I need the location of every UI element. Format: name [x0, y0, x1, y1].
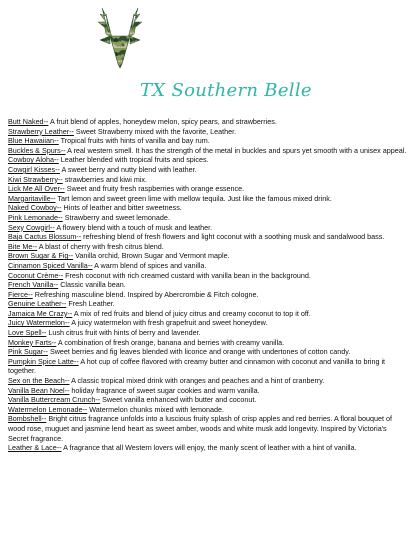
fragrance-description: A blast of cherry with fresh citrus blend.	[37, 241, 164, 251]
fragrance-name: Pink Lemonade--	[8, 212, 63, 222]
fragrance-description: Sweet Strawberry mixed with the favorite, Leather.	[73, 126, 237, 136]
list-item	[8, 290, 408, 300]
fragrance-description: A juicy watermelon with fresh grapefruit and sweet honeydew.	[69, 318, 268, 328]
page-title: TX Southern Belle	[140, 80, 312, 101]
fragrance-name: Coconut Crème--	[8, 270, 64, 280]
list-item	[8, 184, 408, 194]
fragrance-name: Love Spell--	[8, 328, 47, 338]
fragrance-description: A mix of red fruits and blend of juicy citrus and creamy coconut to top it off.	[72, 308, 311, 318]
fragrance-description: Sweet and fruity fresh raspberries with orange essence.	[64, 184, 245, 194]
list-item	[8, 376, 408, 386]
fragrance-description: Refreshing masculine blend. Inspired by Abercrombie & Fitch cologne.	[32, 289, 259, 299]
fragrance-description: holiday fragrance of sweet sugar cookies and warm vanilla.	[69, 385, 260, 395]
list-item	[8, 309, 408, 319]
fragrance-name: Leather & Lace--	[8, 443, 62, 453]
fragrance-name: Fierce--	[8, 289, 33, 299]
list-item	[8, 271, 408, 281]
fragrance-description: Hints of leather and bitter sweetness.	[61, 203, 182, 213]
fragrance-description: Watermelon chunks mixed with lemonade.	[87, 404, 224, 414]
fragrance-description: Leather blended with tropical fruits and spices.	[58, 155, 209, 165]
fragrance-description: A hot cup of coffee flavored with creamy butter and cinnamon with coconut and vanilla to bring it together.	[8, 356, 386, 376]
fragrance-name: Sexy Cowgirl--	[8, 222, 55, 232]
list-item	[8, 251, 408, 261]
fragrance-description: A fragrance that all Western lovers will enjoy, the manly scent of leather with a hint of vanilla.	[61, 443, 357, 453]
list-item	[8, 232, 408, 242]
fragrance-name: Cinnamon Spiced Vanilla--	[8, 260, 93, 270]
fragrance-name: Vanilla Buttercream Crunch--	[8, 395, 101, 405]
fragrance-name: Sex on the Beach--	[8, 376, 70, 386]
fragrance-name: Juicy Watermelon--	[8, 318, 70, 328]
list-item	[8, 386, 408, 396]
fragrance-name: Cowgirl Kisses--	[8, 164, 60, 174]
fragrance-name: Butt Naked--	[8, 117, 49, 126]
list-item	[8, 223, 408, 233]
fragrance-name: Kiwi Strawberry--	[8, 174, 63, 184]
fragrance-name: Bite Me--	[8, 241, 38, 251]
fragrance-list	[8, 117, 408, 453]
fragrance-name: Watermelon Lemonade--	[8, 404, 88, 414]
fragrance-name: Pumpkin Spice Latte--	[8, 356, 79, 366]
list-item	[8, 194, 408, 204]
fragrance-name: Strawberry Leather--	[8, 126, 74, 136]
list-item	[8, 242, 408, 252]
list-item	[8, 347, 408, 357]
fragrance-description: Sweet vanilla enhanced with butter and coconut.	[100, 395, 257, 405]
list-item	[8, 213, 408, 223]
fragrance-name: Margaritaville--	[8, 193, 56, 203]
fragrance-description: A combination of fresh orange, banana and berries with creamy vanilla.	[56, 337, 285, 347]
list-item	[8, 443, 408, 453]
list-item	[8, 127, 408, 137]
list-item	[8, 203, 408, 213]
list-item	[8, 405, 408, 415]
fragrance-description: Bright citrus fragrance unfolds into a luscious fruity splash of crisp apples and red berries. A floral bouquet of wood rose, muguet and jasmine lend heart as sweet amber, woods and white musk add longevity. Inspired by Victoria's Secret fragrance.	[8, 414, 392, 443]
list-item	[8, 261, 408, 271]
list-item	[8, 165, 408, 175]
fragrance-name: Vanilla Bean Noel--	[8, 385, 70, 395]
list-item	[8, 117, 408, 127]
fragrance-name: Jamaica Me Crazy--	[8, 308, 73, 318]
fragrance-description: A fruit blend of apples, honeydew melon, spicy pears, and strawberries.	[48, 117, 277, 126]
fragrance-description: Lush citrus fruit with hints of berry and lavender.	[46, 328, 201, 338]
fragrance-name: Lick Me All Over--	[8, 184, 65, 194]
fragrance-description: A warm blend of spices and vanilla.	[92, 260, 207, 270]
fragrance-name: Naked Cowboy--	[8, 203, 62, 213]
fragrance-description: A flowery blend with a touch of musk and leather.	[54, 222, 213, 232]
fragrance-name: Pink Sugar--	[8, 347, 48, 357]
list-item	[8, 357, 408, 376]
list-item	[8, 338, 408, 348]
fragrance-description: refreshing blend of fresh flowers and light coconut with a soothing musk and sandalwood bass.	[81, 232, 385, 242]
fragrance-name: Blue Hawaiian--	[8, 136, 59, 146]
list-item	[8, 136, 408, 146]
list-item	[8, 299, 408, 309]
fragrance-description: Classic vanilla bean.	[58, 280, 126, 290]
fragrance-name: Cowboy Aloha--	[8, 155, 59, 165]
fragrance-name: French Vanilla--	[8, 280, 59, 290]
list-item	[8, 414, 408, 443]
list-item	[8, 175, 408, 185]
list-item	[8, 146, 408, 156]
list-item	[8, 280, 408, 290]
fragrance-name: Brown Sugar & Fig--	[8, 251, 74, 261]
list-item	[8, 318, 408, 328]
list-item	[8, 328, 408, 338]
fragrance-description: Strawberry and sweet lemonade.	[62, 212, 170, 222]
fragrance-description: Tart lemon and sweet green lime with mellow tequila. Just like the famous mixed drink.	[55, 193, 332, 203]
camo-buck-logo-icon	[92, 6, 148, 70]
list-item	[8, 155, 408, 165]
fragrance-name: Monkey Farts--	[8, 337, 57, 347]
fragrance-description: Vanilla orchid, Brown Sugar and Vermont maple.	[73, 251, 230, 261]
fragrance-description: A classic tropical mixed drink with oranges and peaches and a hint of cranberry.	[69, 376, 325, 386]
list-item	[8, 395, 408, 405]
fragrance-name: Genuine Leather--	[8, 299, 67, 309]
fragrance-description: A real western smell. It has the strength of the metal in buckles and spurs yet smooth with a unisex appeal.	[65, 145, 407, 155]
fragrance-name: Baja Cactus Blossum--	[8, 232, 82, 242]
fragrance-description: A sweet berry and nutty blend with leather.	[59, 164, 197, 174]
fragrance-description: Tropical fruits with hints of vanilla and bay rum.	[58, 136, 210, 146]
fragrance-name: Buckles & Spurs--	[8, 145, 66, 155]
fragrance-description: strawberries and kiwi mix.	[62, 174, 147, 184]
fragrance-description: Sweet berries and fig leaves blended with licorice and orange with undertones of cotton candy.	[47, 347, 351, 357]
fragrance-description: Fresh coconut with rich creamed custard with vanilla bean in the background.	[63, 270, 311, 280]
fragrance-description: Fresh Leather.	[66, 299, 115, 309]
fragrance-name: Bombshell--	[8, 414, 47, 424]
